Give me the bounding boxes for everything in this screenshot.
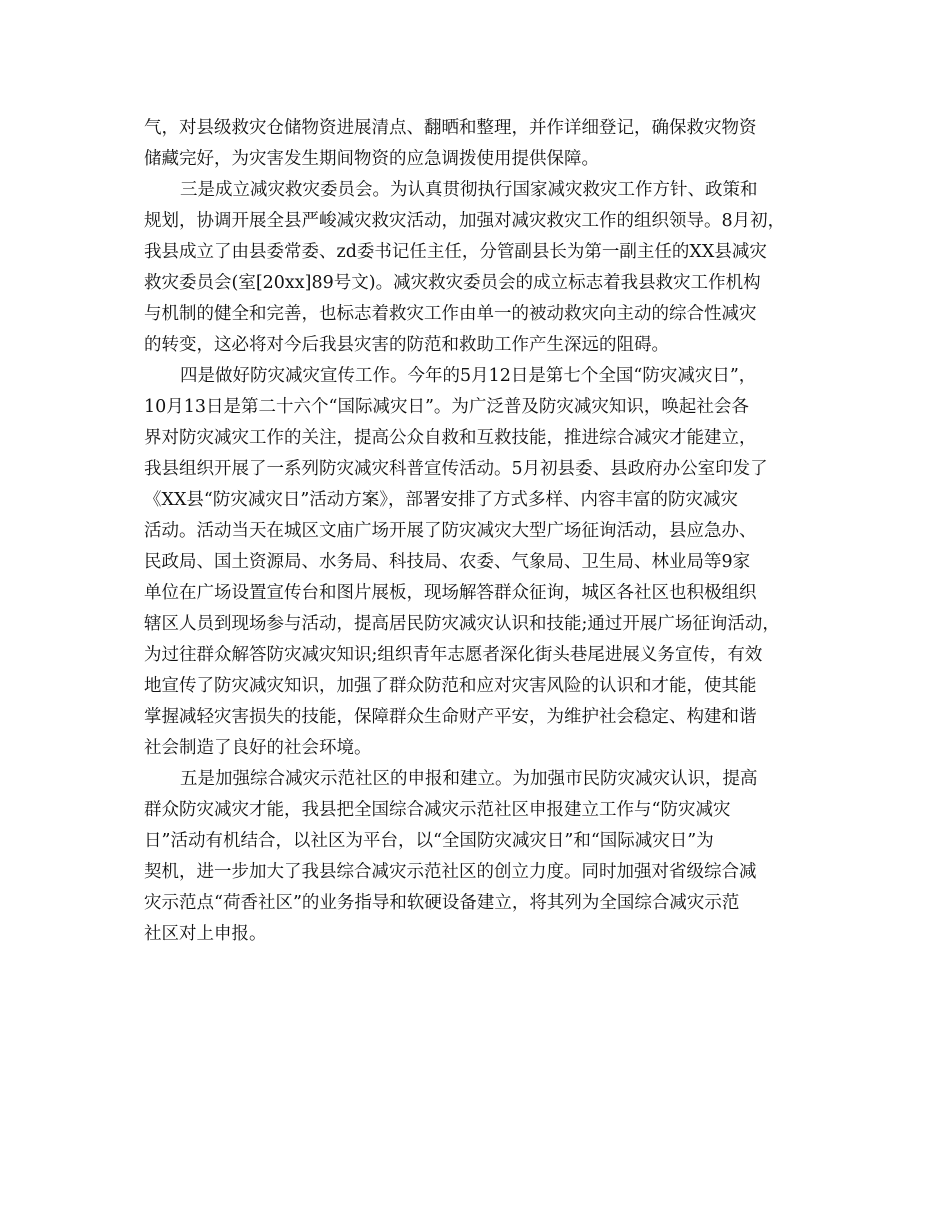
text-line: 地宣传了防灾减灾知识，加强了群众防范和应对灾害风险的认识和才能，使其能 bbox=[144, 676, 757, 696]
text-line: 民政局、国土资源局、水务局、科技局、农委、气象局、卫生局、林业局等9家 bbox=[144, 552, 751, 572]
text-line: 界对防灾减灾工作的关注，提高公众自救和互救技能，推进综合减灾才能建立， bbox=[144, 428, 757, 448]
text-line: 契机，进一步加大了我县综合减灾示范社区的创立力度。同时加强对省级综合减 bbox=[144, 862, 757, 882]
text-line: 单位在广场设置宣传台和图片展板，现场解答群众征询，城区各社区也积极组织 bbox=[144, 583, 757, 603]
text-line: 活动。活动当天在城区文庙广场开展了防灾减灾大型广场征询活动，县应急办、 bbox=[144, 521, 757, 541]
text-line: 《XX县“防灾减灾日”活动方案》，部署安排了方式多样、内容丰富的防灾减灾 bbox=[144, 490, 739, 510]
text-line: 我县组织开展了一系列防灾减灾科普宣传活动。5月初县委、县政府办公室印发了 bbox=[144, 459, 768, 479]
text-line: 辖区人员到现场参与活动，提高居民防灾减灾认识和技能;通过开展广场征询活动， bbox=[144, 614, 780, 634]
paragraph-first-line: 五是加强综合减灾示范社区的申报和建立。为加强市民防灾减灾认识，提高 bbox=[180, 769, 758, 789]
text-line: 日”活动有机结合，以社区为平台，以“全国防灾减灾日”和“国际减灾日”为 bbox=[144, 831, 714, 851]
text-line: 储藏完好，为灾害发生期间物资的应急调拨使用提供保障。 bbox=[144, 149, 599, 169]
text-line: 我县成立了由县委常委、zd委书记任主任，分管副县长为第一副主任的XX县减灾 bbox=[144, 242, 767, 262]
text-line: 群众防灾减灾才能，我县把全国综合减灾示范社区申报建立工作与“防灾减灾 bbox=[144, 800, 731, 820]
paragraph-first-line: 四是做好防灾减灾宣传工作。今年的5月12日是第七个全国“防灾减灾日”， bbox=[180, 366, 757, 386]
text-line: 社区对上申报。 bbox=[144, 924, 267, 944]
text-line: 灾示范点“荷香社区”的业务指导和软硬设备建立，将其列为全国综合减灾示范 bbox=[144, 893, 740, 913]
text-line: 为过往群众解答防灾减灾知识;组织青年志愿者深化街头巷尾进展义务宣传，有效 bbox=[144, 645, 763, 665]
text-line: 救灾委员会(室[20xx]89号文)。减灾救灾委员会的成立标志着我县救灾工作机构 bbox=[144, 273, 761, 293]
text-line: 的转变，这必将对今后我县灾害的防范和救助工作产生深远的阻碍。 bbox=[144, 335, 669, 355]
text-line: 气，对县级救灾仓储物资进展清点、翻晒和整理，并作详细登记，确保救灾物资 bbox=[144, 118, 757, 138]
text-line: 掌握减轻灾害损失的技能，保障群众生命财产平安，为维护社会稳定、构建和谐 bbox=[144, 707, 757, 727]
text-line: 10月13日是第二十六个“国际减灾日”。为广泛普及防灾减灾知识，唤起社会各 bbox=[144, 397, 749, 417]
text-line: 与机制的健全和完善，也标志着救灾工作由单一的被动救灾向主动的综合性减灾 bbox=[144, 304, 757, 324]
paragraph-first-line: 三是成立减灾救灾委员会。为认真贯彻执行国家减灾救灾工作方针、政策和 bbox=[180, 180, 758, 200]
text-line: 社会制造了良好的社会环境。 bbox=[144, 738, 372, 758]
text-line: 规划，协调开展全县严峻减灾救灾活动，加强对减灾救灾工作的组织领导。8月初， bbox=[144, 211, 786, 231]
body-text bbox=[144, 113, 809, 950]
